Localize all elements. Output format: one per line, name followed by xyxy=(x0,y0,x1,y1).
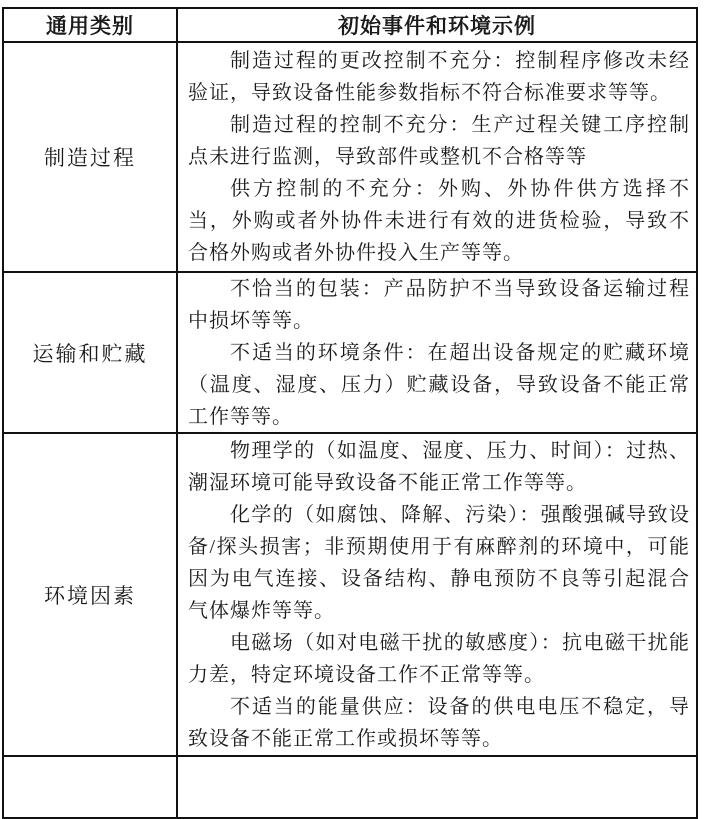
example-paragraph: 不适当的能量供应：设备的供电电压不稳定，导致设备不能正常工作或损坏等等。 xyxy=(188,695,690,750)
category-cell-partial xyxy=(4,757,178,817)
header-cell-examples: 初始事件和环境示例 xyxy=(178,9,696,43)
header-cell-category: 通用类别 xyxy=(4,9,178,43)
category-cell-transport-storage: 运输和贮藏 xyxy=(4,273,178,434)
example-paragraph: 不适当的环境条件：在超出设备规定的贮藏环境（温度、湿度、压力）贮藏设备，导致设备不能正常工作等等。 xyxy=(188,341,690,428)
example-paragraph: 化学的（如腐蚀、降解、污染）：强酸强碱导致设备/探头损害；非预期使用于有麻醉剂的环境中，可能因为电气连接、设备结构、静电预防不良等引起混合气体爆炸等等。 xyxy=(188,503,690,622)
example-paragraph: 供方控制的不充分：外购、外协件供方选择不当，外购或者外协件未进行有效的进货检验，导致不合格外购或者外协件投入生产等等。 xyxy=(188,178,690,264)
examples-cell-partial xyxy=(178,757,696,817)
examples-cell-environment xyxy=(178,434,696,757)
example-paragraph: 制造过程的控制不充分：生产过程关键工序控制点未进行监测，导致部件或整机不合格等等 xyxy=(188,114,690,168)
examples-cell-manufacturing xyxy=(178,43,696,273)
example-paragraph: 制造过程的更改控制不充分：控制程序修改未经验证，导致设备性能参数指标不符合标准要求等等。 xyxy=(188,50,690,104)
example-paragraph: 不恰当的包装：产品防护不当导致设备运输过程中损坏等等。 xyxy=(188,277,690,332)
category-cell-environment: 环境因素 xyxy=(4,434,178,757)
examples-cell-transport-storage xyxy=(178,273,696,434)
category-cell-manufacturing: 制造过程 xyxy=(4,43,178,273)
example-paragraph: 电磁场（如对电磁干扰的敏感度）：抗电磁干扰能力差，特定环境设备工作不正常等等。 xyxy=(188,631,690,686)
example-paragraph: 物理学的（如温度、湿度、压力、时间）：过热、潮湿环境可能导致设备不能正常工作等等。 xyxy=(188,439,690,494)
category-examples-table xyxy=(2,7,698,819)
